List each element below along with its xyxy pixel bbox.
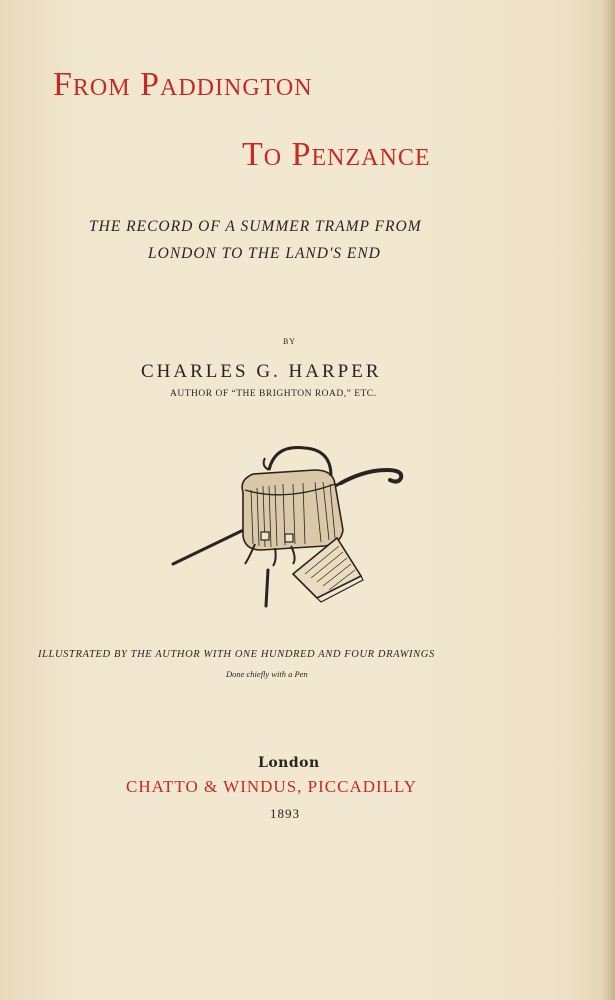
publisher-place: London xyxy=(258,755,320,771)
by-label: BY xyxy=(282,337,297,346)
publisher-name: CHATTO & WINDUS, PICCADILLY xyxy=(126,777,418,796)
pencil xyxy=(266,570,268,606)
title-line-2: To Penzance xyxy=(242,136,431,173)
illustration-credit: ILLUSTRATED BY THE AUTHOR WITH ONE HUNDRED AND FOUR DRAWINGS xyxy=(38,649,435,660)
subtitle-line-1: THE RECORD OF A SUMMER TRAMP FROM xyxy=(89,218,422,235)
subtitle-line-2: LONDON TO THE LAND'S END xyxy=(148,245,381,262)
author-name: CHARLES G. HARPER xyxy=(141,361,382,382)
illustration-note: Done chiefly with a Pen xyxy=(226,669,308,679)
author-note: AUTHOR OF “THE BRIGHTON ROAD,” ETC. xyxy=(170,389,377,399)
publication-year: 1893 xyxy=(270,806,300,821)
knapsack-walking-stick-book-illustration xyxy=(165,440,425,615)
page-edge-shadow xyxy=(601,0,615,1000)
title-line-1: From Paddington xyxy=(53,66,313,103)
